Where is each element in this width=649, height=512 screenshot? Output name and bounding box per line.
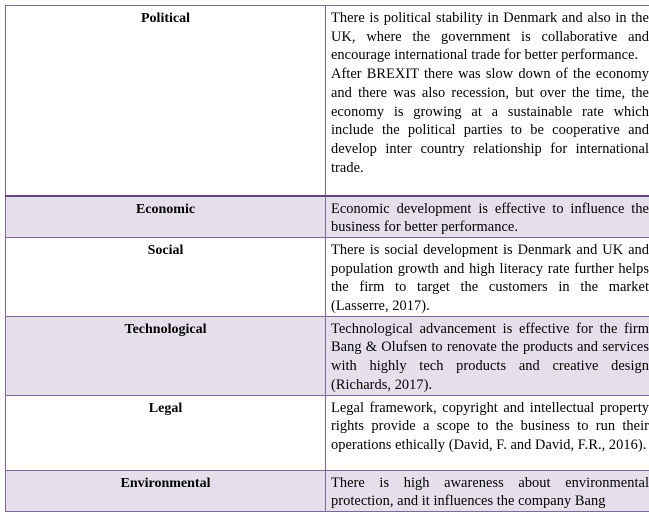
- table-row-political: [6, 6, 649, 196]
- description-cell-social: [326, 237, 649, 316]
- description-cell-legal: [326, 395, 649, 470]
- factor-cell-technological: Technological: [6, 316, 326, 395]
- table-row-social: [6, 237, 649, 316]
- table-row-legal: [6, 395, 649, 470]
- description-cell-economic: [326, 196, 649, 238]
- table-row-environmental: [6, 470, 649, 511]
- pestle-table: [5, 5, 649, 512]
- table-row-economic: [6, 196, 649, 238]
- description-cell-technological: [326, 316, 649, 395]
- description-paragraph: Technological advancement is effective for the firm Bang & Olufsen to renovate the products and services with highly tech products and creative design (Richards, 2017).: [331, 320, 649, 395]
- description-paragraph: There is social development is Denmark and UK and population growth and high literacy rate further helps the firm to target the customers in the market (Lasserre, 2017).: [331, 241, 649, 316]
- description-cell-environmental: [326, 470, 649, 511]
- factor-cell-environmental: Environmental: [6, 470, 326, 511]
- description-paragraph: There is political stability in Denmark and also in the UK, where the government is collaborative and encourage international trade for better performance.: [331, 9, 649, 65]
- factor-cell-social: Social: [6, 237, 326, 316]
- description-paragraph: There is high awareness about environmental protection, and it influences the company Bang: [331, 474, 649, 511]
- factor-cell-legal: Legal: [6, 395, 326, 470]
- factor-cell-economic: Economic: [6, 196, 326, 238]
- table-row-technological: [6, 316, 649, 395]
- description-paragraph: Economic development is effective to influence the business for better performance.: [331, 200, 649, 237]
- description-paragraph: Legal framework, copyright and intellectual property rights provide a scope to the business to run their operations ethically (David, F. and David, F.R., 2016).: [331, 399, 649, 455]
- factor-cell-political: Political: [6, 6, 326, 196]
- description-cell-political: [326, 6, 649, 196]
- description-paragraph: After BREXIT there was slow down of the economy and there was also recession, but over the time, the economy is growing at a sustainable rate which include the political parties to be cooperative and develop inter country relationship for international trade.: [331, 65, 649, 177]
